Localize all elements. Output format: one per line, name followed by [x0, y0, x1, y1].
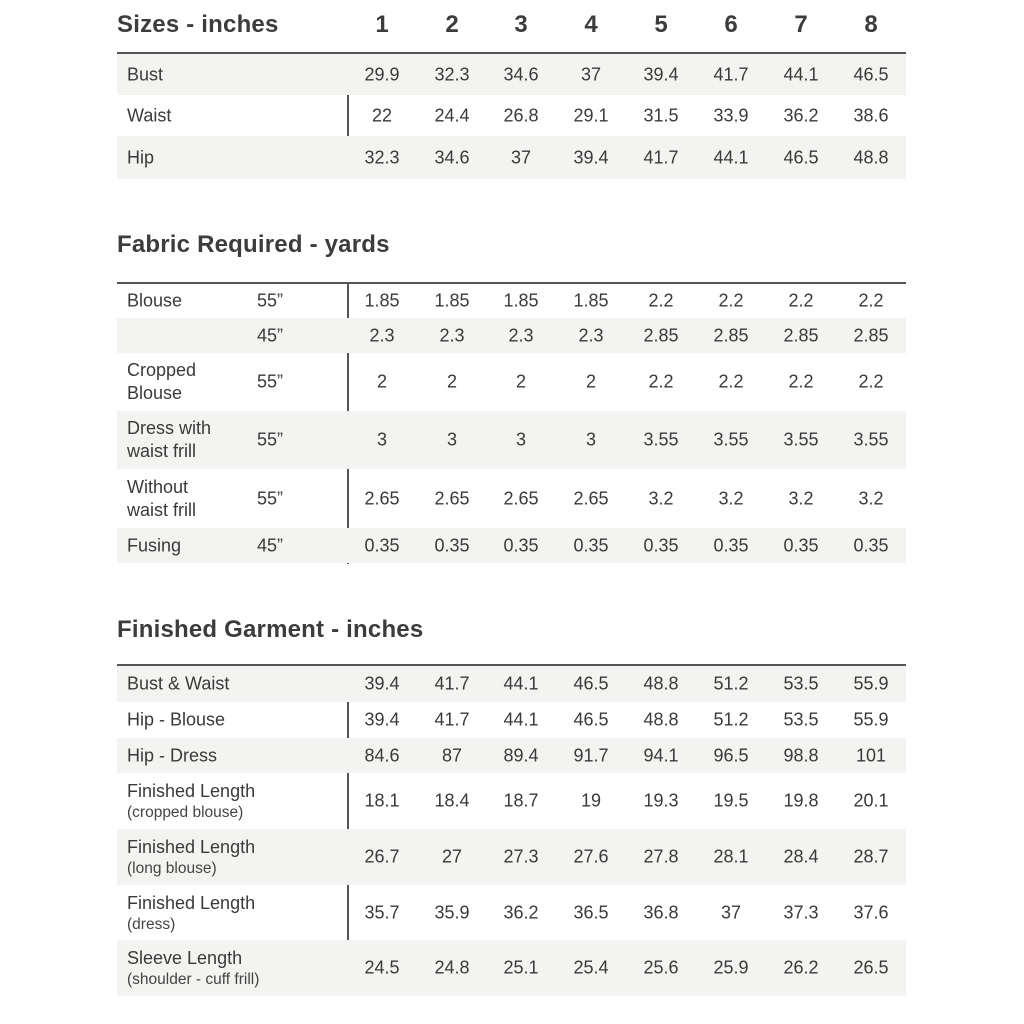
- cell-size-1: 1.85: [364, 290, 400, 311]
- cell-size-4: 36.5: [573, 902, 609, 922]
- cell-size-7: 46.5: [783, 147, 819, 167]
- cell-size-8: 48.8: [853, 147, 889, 167]
- finished-section: [117, 0, 906, 1000]
- cell-size-3: 44.1: [503, 709, 539, 730]
- cell-size-2: 34.6: [434, 147, 470, 167]
- cell-size-5: 2.2: [648, 371, 674, 392]
- cell-size-6: 19.5: [713, 790, 749, 811]
- cell-size-6: 0.35: [713, 535, 749, 555]
- cell-size-7: 37.3: [783, 902, 819, 922]
- cell-size-5: 41.7: [643, 147, 679, 167]
- row-label-line1: Cropped: [127, 360, 197, 380]
- cell-size-8: 3.55: [853, 429, 889, 450]
- cell-size-1: 84.6: [364, 745, 400, 765]
- size-header-2: 2: [445, 11, 459, 38]
- cell-size-1: 3: [376, 429, 387, 450]
- row-label-line1: Dress with: [127, 418, 212, 438]
- cell-size-2: 41.7: [434, 709, 470, 730]
- cell-size-8: 3.2: [858, 488, 884, 509]
- cell-size-2: 2.3: [439, 325, 465, 345]
- row-label-main: Finished Length: [127, 837, 256, 857]
- cell-size-2: 0.35: [434, 535, 470, 555]
- cell-size-1: 18.1: [364, 790, 400, 811]
- cell-size-5: 25.6: [643, 957, 679, 978]
- cell-size-3: 2: [515, 371, 526, 392]
- cell-size-5: 94.1: [643, 745, 679, 765]
- cell-size-1: 32.3: [364, 147, 400, 167]
- row-label-main: Finished Length: [127, 892, 256, 913]
- fabric-width: 45”: [257, 325, 284, 345]
- fabric-width: 55”: [257, 488, 284, 509]
- finished-title: Finished Garment - inches: [117, 616, 424, 643]
- cell-size-7: 2.2: [788, 371, 814, 392]
- cell-size-4: 1.85: [573, 290, 609, 311]
- cell-size-5: 19.3: [643, 790, 679, 811]
- row-label: Waist: [127, 105, 172, 125]
- cell-size-4: 25.4: [573, 957, 609, 978]
- sizes-title: Sizes - inches: [117, 11, 279, 38]
- cell-size-2: 24.8: [434, 957, 470, 978]
- cell-size-3: 3: [515, 429, 526, 450]
- cell-size-1: 2: [376, 371, 387, 392]
- row-label-main: Bust & Waist: [127, 673, 230, 694]
- fabric-width: 45”: [257, 535, 284, 555]
- cell-size-8: 2.2: [858, 371, 884, 392]
- cell-size-3: 25.1: [503, 957, 539, 978]
- cell-size-5: 27.8: [643, 846, 679, 867]
- cell-size-3: 27.3: [503, 846, 539, 867]
- cell-size-2: 1.85: [434, 290, 470, 311]
- cell-size-1: 39.4: [364, 673, 400, 694]
- row-label: [127, 709, 225, 732]
- cell-size-3: 1.85: [503, 290, 539, 311]
- cell-size-4: 91.7: [573, 745, 609, 765]
- cell-size-6: 3.2: [718, 488, 744, 509]
- cell-size-8: 55.9: [853, 673, 889, 694]
- cell-size-6: 33.9: [713, 105, 749, 125]
- row-label-line2: waist frill: [127, 441, 197, 461]
- table-row: [117, 940, 906, 996]
- cell-size-7: 98.8: [783, 745, 819, 765]
- size-header-3: 3: [514, 11, 528, 38]
- cell-size-2: 24.4: [434, 105, 470, 125]
- cell-size-7: 26.2: [783, 957, 819, 978]
- row-label-main: Finished Length: [127, 781, 256, 801]
- cell-size-3: 26.8: [503, 105, 539, 125]
- cell-size-4: 46.5: [573, 709, 609, 730]
- cell-size-7: 28.4: [783, 846, 819, 867]
- cell-size-6: 2.2: [718, 371, 744, 392]
- size-header-7: 7: [794, 11, 808, 38]
- cell-size-2: 27: [441, 846, 463, 867]
- cell-size-1: 24.5: [364, 957, 400, 978]
- cell-size-5: 36.8: [643, 902, 679, 922]
- cell-size-3: 37: [510, 147, 532, 167]
- cell-size-6: 51.2: [713, 709, 749, 730]
- row-label-line2: Blouse: [127, 383, 183, 403]
- row-label: [127, 673, 229, 696]
- cell-size-7: 0.35: [783, 535, 819, 555]
- cell-size-5: 3.55: [643, 429, 679, 450]
- row-label: [127, 780, 255, 822]
- cell-size-7: 44.1: [783, 64, 819, 84]
- row-label-sub: (shoulder - cuff frill): [127, 971, 260, 988]
- cell-size-6: 28.1: [713, 846, 749, 867]
- cell-size-8: 37.6: [853, 902, 889, 922]
- cell-size-4: 2: [585, 371, 596, 392]
- cell-size-6: 44.1: [713, 147, 749, 167]
- size-header-1: 1: [375, 11, 389, 38]
- cell-size-6: 51.2: [713, 673, 749, 694]
- cell-size-6: 96.5: [713, 745, 749, 765]
- cell-size-7: 2.85: [783, 325, 819, 345]
- cell-size-5: 2.2: [648, 290, 674, 311]
- row-label: [127, 947, 259, 989]
- row-label: Hip: [127, 147, 155, 167]
- table-row: [117, 702, 906, 738]
- cell-size-7: 3.2: [788, 488, 814, 509]
- cell-size-1: 39.4: [364, 709, 400, 730]
- cell-size-4: 3: [585, 429, 596, 450]
- cell-size-3: 34.6: [503, 64, 539, 84]
- cell-size-5: 2.85: [643, 325, 679, 345]
- row-label-main: Sleeve Length: [127, 948, 243, 968]
- size-header-5: 5: [654, 11, 668, 38]
- row-label-sub: (long blouse): [127, 860, 217, 877]
- cell-size-3: 89.4: [503, 745, 539, 765]
- row-label-sub: (dress): [127, 915, 176, 933]
- row-label-line2: waist frill: [127, 500, 197, 520]
- cell-size-8: 2.2: [858, 290, 884, 311]
- cell-size-2: 32.3: [434, 64, 470, 84]
- cell-size-3: 44.1: [503, 673, 539, 694]
- cell-size-7: 53.5: [783, 673, 819, 694]
- cell-size-8: 20.1: [853, 790, 889, 811]
- cell-size-8: 0.35: [853, 535, 889, 555]
- cell-size-4: 19: [580, 790, 602, 811]
- cell-size-1: 2.65: [364, 488, 400, 509]
- row-label-line1: Blouse: [127, 290, 183, 311]
- cell-size-4: 2.65: [573, 488, 609, 509]
- cell-size-8: 55.9: [853, 709, 889, 730]
- row-label-line1: Without: [127, 477, 189, 497]
- fabric-title: Fabric Required - yards: [117, 231, 390, 258]
- cell-size-2: 2: [446, 371, 457, 392]
- table-row: [117, 829, 906, 885]
- cell-size-5: 48.8: [643, 709, 679, 730]
- cell-size-3: 2.3: [508, 325, 534, 345]
- row-label: [127, 892, 255, 934]
- cell-size-4: 2.3: [578, 325, 604, 345]
- row-label-main: Hip - Dress: [127, 745, 218, 765]
- cell-size-6: 3.55: [713, 429, 749, 450]
- cell-size-2: 87: [441, 745, 463, 765]
- size-header-6: 6: [724, 11, 738, 38]
- fabric-width: 55”: [257, 290, 284, 311]
- cell-size-1: 2.3: [369, 325, 395, 345]
- row-label-main: Hip - Blouse: [127, 709, 226, 730]
- cell-size-8: 101: [855, 745, 887, 765]
- row-label-line1: Fusing: [127, 535, 182, 555]
- table-row: [117, 666, 906, 702]
- cell-size-5: 31.5: [643, 105, 679, 125]
- cell-size-1: 35.7: [364, 902, 400, 922]
- size-header-8: 8: [864, 11, 878, 38]
- table-row: [117, 773, 906, 829]
- table-row: [117, 885, 906, 940]
- row-label: Bust: [127, 64, 164, 84]
- cell-size-6: 25.9: [713, 957, 749, 978]
- row-label: [127, 836, 255, 878]
- cell-size-8: 38.6: [853, 105, 889, 125]
- cell-size-4: 46.5: [573, 673, 609, 694]
- cell-size-5: 3.2: [648, 488, 674, 509]
- row-label-sub: (cropped blouse): [127, 804, 244, 821]
- cell-size-3: 36.2: [503, 902, 539, 922]
- cell-size-6: 2.2: [718, 290, 744, 311]
- size-header-4: 4: [584, 11, 598, 38]
- cell-size-1: 29.9: [364, 64, 400, 84]
- cell-size-4: 39.4: [573, 147, 609, 167]
- cell-size-4: 27.6: [573, 846, 609, 867]
- cell-size-8: 28.7: [853, 846, 889, 867]
- cell-size-8: 2.85: [853, 325, 889, 345]
- cell-size-3: 2.65: [503, 488, 539, 509]
- cell-size-7: 53.5: [783, 709, 819, 730]
- cell-size-7: 3.55: [783, 429, 819, 450]
- cell-size-7: 2.2: [788, 290, 814, 311]
- cell-size-2: 41.7: [434, 673, 470, 694]
- cell-size-7: 19.8: [783, 790, 819, 811]
- fabric-width: 55”: [257, 429, 284, 450]
- cell-size-4: 0.35: [573, 535, 609, 555]
- table-row: [117, 738, 906, 773]
- cell-size-2: 3: [446, 429, 457, 450]
- cell-size-6: 37: [720, 902, 742, 922]
- cell-size-5: 39.4: [643, 64, 679, 84]
- cell-size-3: 18.7: [503, 790, 539, 811]
- cell-size-8: 26.5: [853, 957, 889, 978]
- cell-size-1: 22: [371, 105, 393, 125]
- cell-size-1: 0.35: [364, 535, 400, 555]
- cell-size-4: 37: [580, 64, 602, 84]
- cell-size-3: 0.35: [503, 535, 539, 555]
- cell-size-8: 46.5: [853, 64, 889, 84]
- cell-size-4: 29.1: [573, 105, 609, 125]
- cell-size-1: 26.7: [364, 846, 400, 867]
- cell-size-2: 2.65: [434, 488, 470, 509]
- cell-size-2: 18.4: [434, 790, 470, 811]
- row-label: [127, 744, 217, 767]
- cell-size-5: 48.8: [643, 673, 679, 694]
- cell-size-5: 0.35: [643, 535, 679, 555]
- cell-size-6: 41.7: [713, 64, 749, 84]
- cell-size-6: 2.85: [713, 325, 749, 345]
- fabric-width: 55”: [257, 371, 284, 392]
- cell-size-2: 35.9: [434, 902, 470, 922]
- cell-size-7: 36.2: [783, 105, 819, 125]
